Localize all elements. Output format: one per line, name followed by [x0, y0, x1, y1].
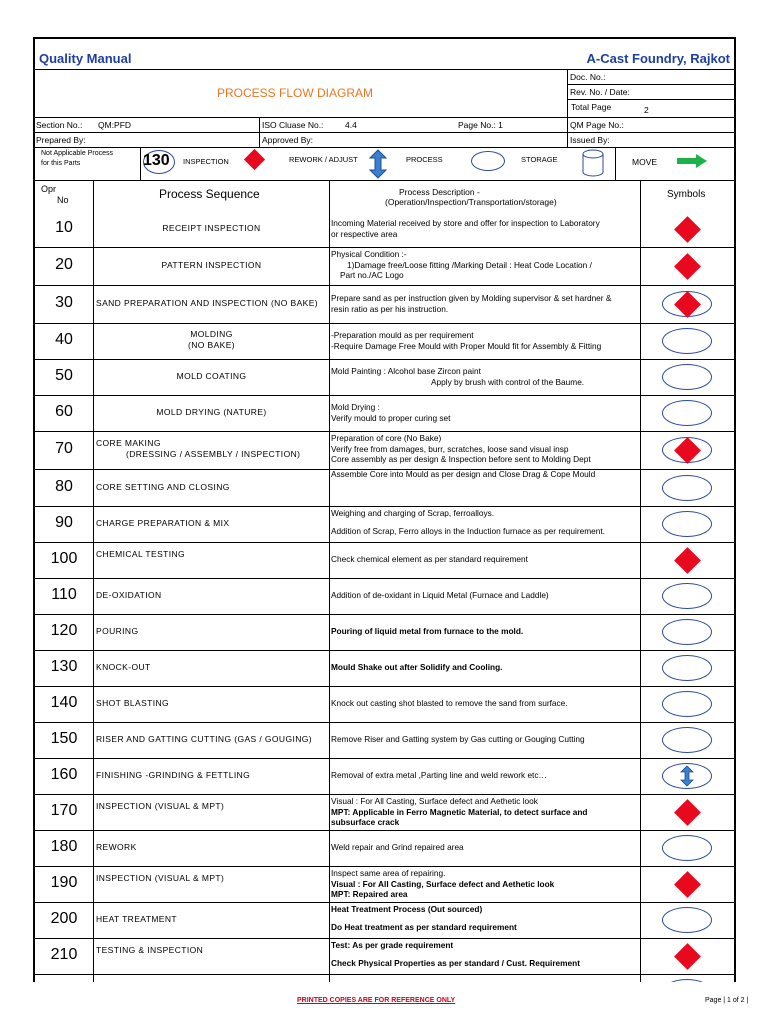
sequence-label: INSPECTION (VISUAL & MPT) — [96, 801, 225, 811]
sequence-header: Process Sequence — [159, 187, 260, 201]
qm-page-label: QM Page No.: — [570, 120, 624, 130]
table-row — [35, 323, 734, 359]
sequence-label: MOLDING — [190, 329, 233, 339]
description-line: Preparation of core (No Bake) — [331, 433, 442, 443]
opr-number: 30 — [55, 294, 73, 311]
sequence-label: SHOT BLASTING — [96, 698, 170, 708]
process-oval-icon — [662, 619, 712, 645]
opr-number: 120 — [50, 622, 78, 639]
opr-number: 60 — [55, 403, 73, 420]
process-oval-icon — [662, 727, 712, 753]
description-line: Mold Drying : — [331, 402, 380, 412]
section-value: QM:PFD — [98, 120, 132, 130]
description-line: Visual : For All Casting, Surface defect and Aethetic look — [331, 796, 538, 806]
table-row — [35, 211, 734, 247]
section-label: Section No.: — [36, 120, 83, 130]
inspection-diamond-icon — [674, 871, 701, 898]
description-line: Addition of de-oxidant in Liquid Metal (Furnace and Laddle) — [331, 590, 549, 600]
opr-number: 170 — [50, 802, 78, 819]
opr-number: 10 — [55, 219, 73, 236]
rework-arrow-icon — [369, 149, 387, 179]
process-oval-icon — [662, 511, 712, 537]
desc-header-2: (Operation/Inspection/Transportation/storage) — [385, 197, 557, 207]
description-line: MPT: Repaired area — [331, 889, 408, 899]
description-line: Apply by brush with control of the Baume. — [431, 376, 585, 387]
process-oval-icon — [662, 979, 712, 982]
sequence-label: DE-OXIDATION — [96, 590, 162, 600]
description-line: -Require Damage Free Mould with Proper Mould fit for Assembly & Fitting — [331, 340, 602, 351]
sequence-label: SAND PREPARATION AND INSPECTION (NO BAKE) — [96, 298, 319, 308]
description-line: Verify free from damages, burr, scratches, loose sand visual insp — [331, 443, 569, 454]
process-oval-icon — [662, 400, 712, 426]
sequence-label: INSPECTION (VISUAL & MPT) — [96, 873, 225, 883]
opr-number: 160 — [50, 766, 78, 783]
opr-number: 200 — [50, 910, 78, 927]
process-oval-icon — [662, 907, 712, 933]
rev-label: Rev. No. / Date: — [570, 87, 630, 97]
total-page-value: 2 — [644, 105, 649, 115]
issued-label: Issued By: — [570, 135, 610, 145]
sequence-label: PATTERN INSPECTION — [161, 260, 262, 270]
description-line: Mold Painting : Alcohol base Zircon paint — [331, 366, 481, 376]
description-line: resin ratio as per his instruction. — [331, 303, 449, 314]
table-row — [35, 614, 734, 650]
table-row — [35, 794, 734, 830]
table-row — [35, 650, 734, 686]
description-line: 1)Damage free/Loose fitting /Marking Detail : Heat Code Location / — [347, 259, 592, 270]
opr-number: 90 — [55, 514, 73, 531]
table-row — [35, 359, 734, 395]
opr-number: 100 — [50, 550, 78, 567]
table-row — [35, 578, 734, 614]
company-title: A-Cast Foundry, Rajkot — [586, 51, 730, 66]
description-line: Incoming Material received by store and offer for inspection to Laboratory — [331, 218, 600, 228]
document-sheet — [33, 37, 736, 982]
table-row — [35, 938, 734, 974]
not-applicable-label-line2: for this Parts — [41, 160, 81, 167]
opr-number: 210 — [50, 946, 78, 963]
description-line: -Preparation mould as per requirement — [331, 330, 474, 340]
inspection-diamond-icon — [674, 253, 701, 280]
footer-note: PRINTED COPIES ARE FOR REFERENCE ONLY — [297, 997, 456, 1004]
legend-storage-label: STORAGE — [521, 155, 558, 164]
sequence-label: CHEMICAL TESTING — [96, 549, 186, 559]
process-oval-icon — [662, 835, 712, 861]
sequence-label: RISER AND GATTING CUTTING (GAS / GOUGING) — [96, 734, 313, 744]
sequence-label-2: (NO BAKE) — [187, 340, 236, 350]
table-row — [35, 758, 734, 794]
rework-arrow-icon — [680, 765, 694, 787]
process-oval-icon — [662, 475, 712, 501]
description-line: Assemble Core into Mould as per design and Close Drag & Cope Mould — [331, 469, 596, 479]
process-oval-icon — [662, 691, 712, 717]
table-row — [35, 506, 734, 542]
iso-label: ISO Cluase No.: — [262, 120, 324, 130]
description-line: Inspect same area of repairing. — [331, 868, 446, 878]
move-arrow-icon — [676, 153, 708, 169]
not-applicable-number: 130 — [143, 152, 170, 169]
description-line: MPT: Applicable in Ferro Magnetic Material, to detect surface and — [331, 806, 588, 817]
sequence-label-2: (DRESSING / ASSEMBLY / INSPECTION) — [126, 449, 301, 459]
opr-number: 80 — [55, 477, 73, 495]
sequence-label: KNOCK-OUT — [96, 662, 151, 672]
symbols-header: Symbols — [667, 189, 706, 200]
sequence-label: FINISHING -GRINDING & FETTLING — [96, 770, 251, 780]
description-line: Mould Shake out after Solidify and Cooling. — [331, 662, 503, 672]
sequence-label: CHARGE PREPARATION & MIX — [96, 518, 230, 528]
inspection-diamond-icon — [674, 799, 701, 826]
process-oval-icon — [662, 328, 712, 354]
opr-number: 130 — [50, 658, 78, 675]
process-oval-icon — [662, 583, 712, 609]
not-applicable-label-line1: Not Applicable Process — [41, 150, 113, 157]
table-row — [35, 431, 734, 469]
sequence-label: HEAT TREATMENT — [96, 914, 178, 924]
description-line: Knock out casting shot blasted to remove the sand from surface. — [331, 698, 568, 708]
opr-number: 190 — [50, 874, 78, 891]
legend-move-label: MOVE — [632, 157, 658, 167]
description-line: Addition of Scrap, Ferro alloys in the Induction furnace as per requirement. — [331, 526, 605, 536]
opr-number: 180 — [50, 838, 78, 855]
table-row — [35, 830, 734, 866]
description-line: Weld repair and Grind repaired area — [331, 842, 464, 852]
inspection-diamond-icon — [674, 216, 701, 243]
table-row — [35, 285, 734, 323]
description-line: Prepare sand as per instruction given by Molding supervisor & set hardner & — [331, 293, 612, 303]
sequence-label: CORE MAKING — [96, 438, 161, 448]
sequence-label: POURING — [96, 626, 139, 636]
prepared-label: Prepared By: — [36, 135, 86, 145]
sequence-label: CORE SETTING AND CLOSING — [96, 481, 230, 492]
legend-process-label: PROCESS — [406, 155, 443, 164]
process-oval-icon — [662, 655, 712, 681]
table-row — [35, 247, 734, 285]
table-row — [35, 542, 734, 578]
inspection-diamond-icon — [244, 149, 265, 170]
sequence-label: RECEIPT INSPECTION — [162, 223, 261, 233]
opr-number: 150 — [50, 730, 78, 747]
desc-header-1: Process Description - — [399, 187, 480, 197]
table-row — [35, 395, 734, 431]
description-line: Pouring of liquid metal from furnace to the mold. — [331, 626, 524, 636]
quality-manual-title: Quality Manual — [39, 51, 132, 66]
sequence-label: MOLD COATING — [176, 371, 247, 381]
table-row — [35, 902, 734, 938]
description-line: Heat Treatment Process (Out sourced) — [331, 904, 483, 914]
opr-number: 40 — [55, 331, 73, 348]
inspection-diamond-icon — [674, 547, 701, 574]
description-line: Check Physical Properties as per standard / Cust. Requirement — [331, 958, 580, 968]
table-row — [35, 469, 734, 506]
table-row — [35, 866, 734, 902]
description-line: Verify mould to proper curing set — [331, 412, 451, 423]
description-line: Test: As per grade requirement — [331, 940, 454, 950]
description-line: Visual : For All Casting, Surface defect and Aethetic look — [331, 878, 555, 889]
description-line: Do Heat treatment as per standard requirement — [331, 922, 517, 932]
page-no-label: Page No.: 1 — [458, 120, 503, 130]
legend-inspection-label: INSPECTION — [183, 157, 229, 166]
description-line: subsurface crack — [331, 817, 400, 827]
table-row — [35, 722, 734, 758]
doc-no-label: Doc. No.: — [570, 72, 606, 82]
opr-number: 70 — [55, 440, 73, 457]
footer-page: Page | 1 of 2 | — [705, 997, 749, 1004]
legend-rework-label: REWORK / ADJUST — [289, 155, 358, 164]
total-page-label: Total Page — [571, 102, 612, 112]
approved-label: Approved By: — [262, 135, 314, 145]
doc-title: PROCESS FLOW DIAGRAM — [217, 86, 374, 100]
opr-number: 20 — [55, 256, 73, 273]
description-line: or respective area — [331, 228, 398, 239]
sequence-label: TESTING & INSPECTION — [96, 945, 204, 955]
description-line: Removal of extra metal ,Parting line and weld rework etc… — [331, 770, 547, 780]
description-line: Remove Riser and Gatting system by Gas cutting or Gouging Cutting — [331, 734, 585, 744]
table-row — [35, 686, 734, 722]
description-line: Physical Condition :- — [331, 249, 407, 259]
process-oval-icon — [662, 364, 712, 390]
iso-value: 4.4 — [345, 120, 357, 130]
storage-cylinder-icon — [581, 149, 605, 177]
opr-header-2: No — [57, 195, 69, 205]
description-line: Core assembly as per design & Inspection before sent to Molding Dept — [331, 454, 591, 464]
description-line: Check chemical element as per standard requirement — [331, 554, 528, 564]
opr-header-1: Opr — [41, 184, 57, 194]
inspection-diamond-icon — [674, 943, 701, 970]
description-line: Part no./AC Logo — [340, 270, 404, 280]
sequence-label: MOLD DRYING (NATURE) — [156, 407, 267, 417]
process-oval-icon — [471, 151, 505, 171]
opr-number: 50 — [55, 367, 73, 384]
sequence-label: REWORK — [96, 842, 137, 852]
opr-number: 110 — [51, 586, 77, 603]
description-line: Weighing and charging of Scrap, ferroalloys. — [331, 508, 495, 518]
opr-number: 140 — [50, 694, 78, 711]
